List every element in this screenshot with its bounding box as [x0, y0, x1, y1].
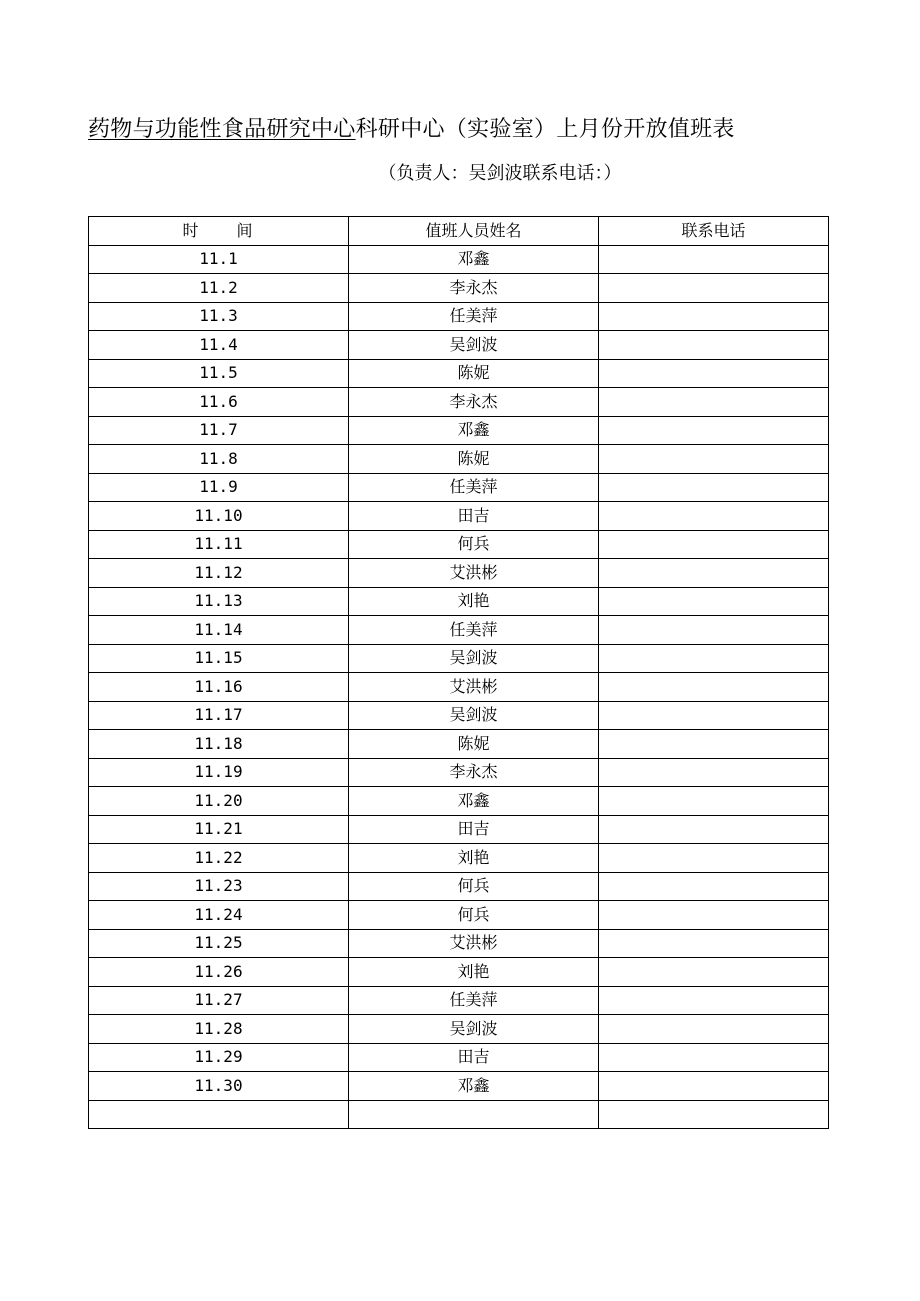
- table-row: [89, 701, 829, 730]
- date-cell: 11.2: [89, 274, 349, 303]
- staff-name-cell: 邓鑫: [349, 1072, 599, 1101]
- date-cell: 11.15: [89, 644, 349, 673]
- staff-name-cell: [349, 1100, 599, 1129]
- phone-cell: [599, 416, 829, 445]
- table-row: [89, 815, 829, 844]
- table-row: [89, 1072, 829, 1101]
- staff-name-cell: 任美萍: [349, 302, 599, 331]
- phone-cell: [599, 502, 829, 531]
- date-cell: 11.28: [89, 1015, 349, 1044]
- staff-name-cell: 任美萍: [349, 473, 599, 502]
- table-row: [89, 445, 829, 474]
- date-cell: 11.3: [89, 302, 349, 331]
- date-cell: 11.29: [89, 1043, 349, 1072]
- staff-name-cell: 何兵: [349, 872, 599, 901]
- document-title: [88, 113, 848, 147]
- phone-cell: [599, 730, 829, 759]
- staff-name-cell: 刘艳: [349, 958, 599, 987]
- staff-name-cell: 刘艳: [349, 844, 599, 873]
- phone-cell: [599, 359, 829, 388]
- phone-cell: [599, 844, 829, 873]
- date-cell: 11.10: [89, 502, 349, 531]
- date-cell: 11.18: [89, 730, 349, 759]
- table-row: [89, 616, 829, 645]
- table-row: [89, 359, 829, 388]
- staff-name-cell: 吴剑波: [349, 331, 599, 360]
- staff-name-cell: 艾洪彬: [349, 929, 599, 958]
- date-cell: 11.7: [89, 416, 349, 445]
- phone-cell: [599, 701, 829, 730]
- table-row: [89, 673, 829, 702]
- table-row: [89, 844, 829, 873]
- phone-cell: [599, 302, 829, 331]
- table-row: [89, 245, 829, 274]
- date-cell: 11.12: [89, 559, 349, 588]
- date-cell: 11.30: [89, 1072, 349, 1101]
- phone-cell: [599, 986, 829, 1015]
- staff-name-cell: 艾洪彬: [349, 673, 599, 702]
- phone-cell: [599, 1072, 829, 1101]
- staff-name-cell: 陈妮: [349, 359, 599, 388]
- staff-name-cell: 田吉: [349, 815, 599, 844]
- table-row: [89, 758, 829, 787]
- staff-name-cell: 陈妮: [349, 445, 599, 474]
- table-row: [89, 1043, 829, 1072]
- staff-name-cell: 李永杰: [349, 758, 599, 787]
- phone-cell: [599, 473, 829, 502]
- phone-cell: [599, 644, 829, 673]
- phone-cell: [599, 1100, 829, 1129]
- date-cell: 11.20: [89, 787, 349, 816]
- date-cell: 11.17: [89, 701, 349, 730]
- table-row: [89, 502, 829, 531]
- phone-cell: [599, 815, 829, 844]
- date-cell: 11.23: [89, 872, 349, 901]
- phone-cell: [599, 559, 829, 588]
- phone-cell: [599, 388, 829, 417]
- title-underlined-part: 药物与功能性食品研究中心: [88, 117, 356, 142]
- date-cell: 11.6: [89, 388, 349, 417]
- date-cell: 11.25: [89, 929, 349, 958]
- phone-cell: [599, 616, 829, 645]
- header-name: 值班人员姓名: [349, 217, 599, 246]
- phone-cell: [599, 872, 829, 901]
- date-cell: 11.27: [89, 986, 349, 1015]
- date-cell: 11.14: [89, 616, 349, 645]
- staff-name-cell: 陈妮: [349, 730, 599, 759]
- staff-name-cell: 吴剑波: [349, 1015, 599, 1044]
- staff-name-cell: 邓鑫: [349, 787, 599, 816]
- duty-roster-table: [88, 216, 829, 1129]
- header-phone: 联系电话: [599, 217, 829, 246]
- header-time: 时 间: [89, 217, 349, 246]
- title-rest: 科研中心（实验室）上月份开放值班表: [355, 117, 735, 142]
- table-row: [89, 872, 829, 901]
- table-body: [89, 245, 829, 1129]
- date-cell: [89, 1100, 349, 1129]
- phone-cell: [599, 274, 829, 303]
- table-row: [89, 473, 829, 502]
- table-row: [89, 559, 829, 588]
- date-cell: 11.11: [89, 530, 349, 559]
- phone-cell: [599, 901, 829, 930]
- table-row: [89, 901, 829, 930]
- date-cell: 11.4: [89, 331, 349, 360]
- date-cell: 11.22: [89, 844, 349, 873]
- staff-name-cell: 吴剑波: [349, 644, 599, 673]
- table-row: [89, 787, 829, 816]
- phone-cell: [599, 587, 829, 616]
- phone-cell: [599, 929, 829, 958]
- phone-cell: [599, 530, 829, 559]
- table-row: [89, 1100, 829, 1129]
- phone-cell: [599, 673, 829, 702]
- table-row: [89, 416, 829, 445]
- date-cell: 11.9: [89, 473, 349, 502]
- staff-name-cell: 邓鑫: [349, 245, 599, 274]
- date-cell: 11.21: [89, 815, 349, 844]
- phone-cell: [599, 1043, 829, 1072]
- date-cell: 11.8: [89, 445, 349, 474]
- phone-cell: [599, 445, 829, 474]
- phone-cell: [599, 245, 829, 274]
- document-subtitle: （负责人：吴剑波联系电话：）: [378, 163, 622, 184]
- table-row: [89, 958, 829, 987]
- table-row: [89, 302, 829, 331]
- date-cell: 11.13: [89, 587, 349, 616]
- table-row: [89, 1015, 829, 1044]
- table-row: [89, 388, 829, 417]
- table-row: [89, 587, 829, 616]
- staff-name-cell: 何兵: [349, 530, 599, 559]
- table-row: [89, 644, 829, 673]
- phone-cell: [599, 1015, 829, 1044]
- date-cell: 11.16: [89, 673, 349, 702]
- table-row: [89, 929, 829, 958]
- table-row: [89, 730, 829, 759]
- staff-name-cell: 李永杰: [349, 274, 599, 303]
- date-cell: 11.26: [89, 958, 349, 987]
- phone-cell: [599, 958, 829, 987]
- table-header-row: [89, 217, 829, 246]
- staff-name-cell: 刘艳: [349, 587, 599, 616]
- phone-cell: [599, 331, 829, 360]
- staff-name-cell: 邓鑫: [349, 416, 599, 445]
- date-cell: 11.24: [89, 901, 349, 930]
- date-cell: 11.1: [89, 245, 349, 274]
- table-row: [89, 274, 829, 303]
- table-row: [89, 331, 829, 360]
- date-cell: 11.19: [89, 758, 349, 787]
- staff-name-cell: 何兵: [349, 901, 599, 930]
- staff-name-cell: 李永杰: [349, 388, 599, 417]
- staff-name-cell: 任美萍: [349, 616, 599, 645]
- phone-cell: [599, 787, 829, 816]
- staff-name-cell: 吴剑波: [349, 701, 599, 730]
- date-cell: 11.5: [89, 359, 349, 388]
- staff-name-cell: 田吉: [349, 502, 599, 531]
- staff-name-cell: 田吉: [349, 1043, 599, 1072]
- table-row: [89, 986, 829, 1015]
- staff-name-cell: 任美萍: [349, 986, 599, 1015]
- staff-name-cell: 艾洪彬: [349, 559, 599, 588]
- phone-cell: [599, 758, 829, 787]
- table-row: [89, 530, 829, 559]
